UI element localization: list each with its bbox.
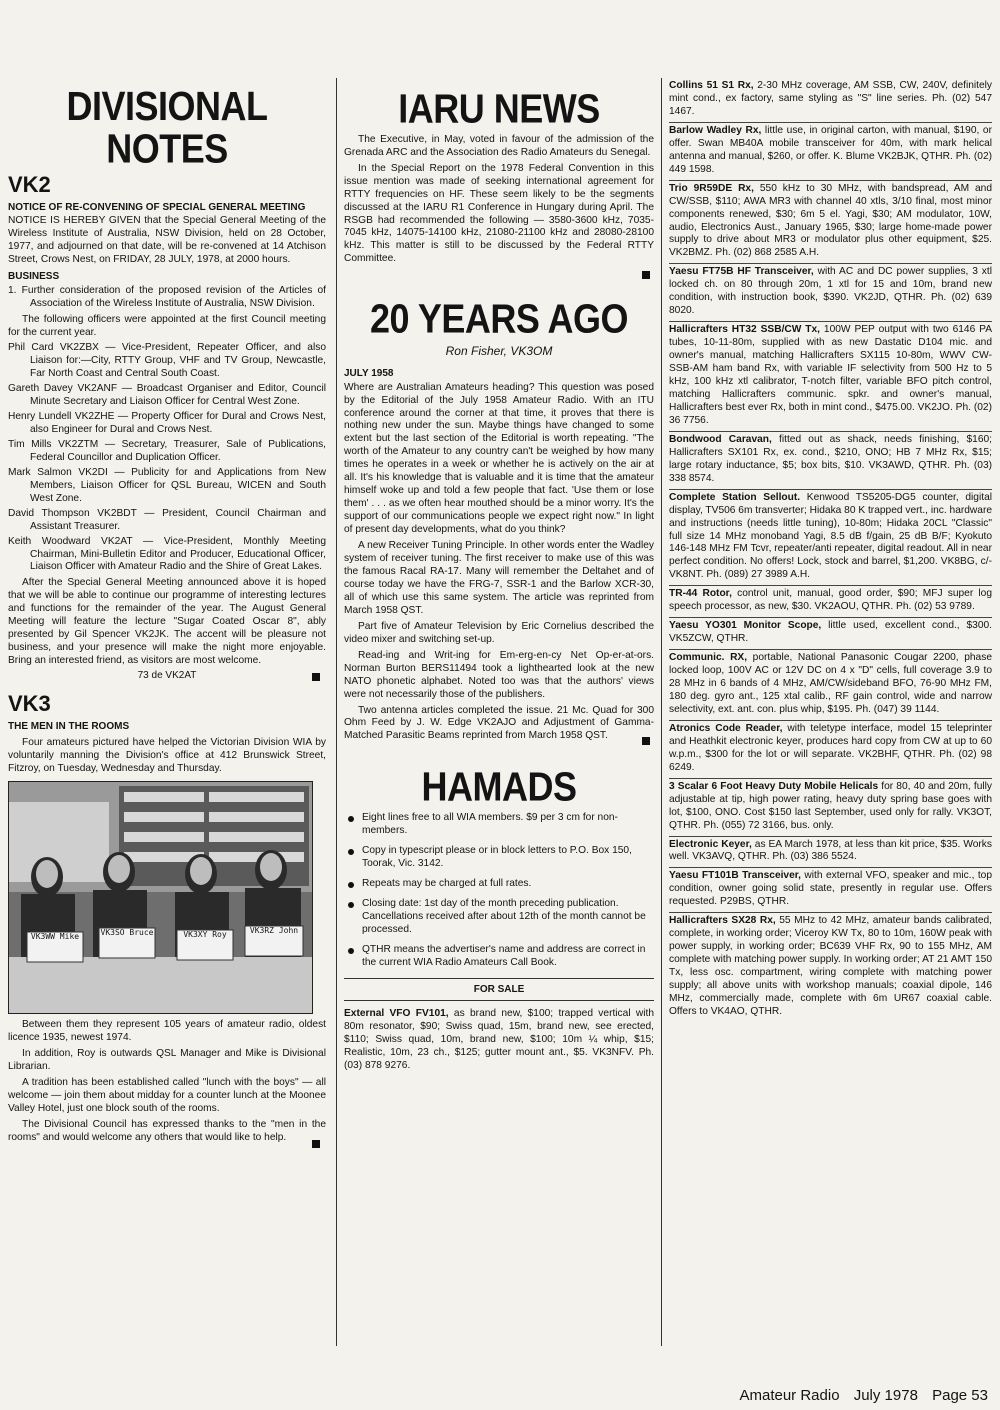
ad-title: Yaesu FT75B HF Transceiver,: [669, 266, 814, 278]
notice-text: NOTICE IS HEREBY GIVEN that the Special General Meeting of the Wireless Institute of Australia, NSW Division, held on 28 October, 1977, and adjourned on that date, will be re-convened at 14 Atchison Street, Crows Nest, on FRIDAY, 28 JULY, 1978, at 2000 hours.: [8, 215, 326, 265]
ad-text: Kenwood TS5205-DG5 counter, digital display, TV506 6m transverter; Hidaka 80 K trapped vert., inc. hardware and instructions (needs little tuning), 10-80m; Hidaka 20CL "Classic" full size 14 MHz monoband Yagi, 8.5 dB f/gain, 25 dB B/F; Kyokuto 146-148 MHz FM Tcvr, repeater/anti repeater, digital readout. All in near perfect condition. No offers! Lock, stock and barrel, $1,200. VK8BG, c/- VK8NT. Ph. (089) 27 3989 A.H.: [669, 491, 992, 581]
hamads-rules-list: [344, 812, 654, 970]
ad-text: with teletype interface, model 15 teleprinter and Heathkit electronic keyer, produces hard copy from CW at up to 60 w.p.m., $300 for the lot or will separate. VK2BHF, QTHR. Ph. (02) 98 6249.: [669, 722, 992, 773]
classified-ad: [669, 618, 992, 650]
ad-title: Electronic Keyer,: [669, 838, 752, 850]
divisional-notes-title: DIVISIONAL NOTES: [66, 90, 268, 172]
ad-text: control unit, manual, good order, $90; MFJ super log speech processor, as new, $30. VK2AOU, QTHR. Ph. (02) 53 9789.: [669, 588, 992, 613]
notice-heading: NOTICE OF RE-CONVENING OF SPECIAL GENERAL MEETING: [8, 201, 306, 213]
ad-title: Trio 9R59DE Rx,: [669, 182, 754, 194]
officer-entry: Phil Card VK2ZBX — Vice-President, Repeater Officer, and also Liaison for:—City, RTTY Group, VHF and TV Group, Newcastle, Far North Coast and Central South Coast.: [8, 342, 326, 380]
classified-ad: [669, 322, 992, 432]
classifieds-column: [669, 78, 992, 1346]
iaru-paragraph: In the Special Report on the 1978 Federal Convention in this issue mention was made of seeking international agreement for RTTY frequencies on HF. These seem likely to be the segments discussed at the IARU R1 Conference in Hungary during April. The RSGB had recommended the following — 3580-3600 kHz, 7035-7045 kHz, 14075-14100 kHz, 21080-21100 kHz and 28080-28100 kHz. This matter is still to be discussed by the Federal RTTY Committee.: [344, 162, 654, 265]
ad-title: Complete Station Sellout.: [669, 491, 801, 503]
ad-text: little used, excellent cond., $300. VK5ZCW, QTHR.: [669, 620, 992, 645]
ad-title: Yaesu FT101B Transceiver,: [669, 870, 801, 882]
ad-title: 3 Scalar 6 Foot Heavy Duty Mobile Helicals: [669, 780, 879, 792]
vk3-paragraph: A tradition has been established called "lunch with the boys" — all welcome — join them about midday for a counter lunch at the Moonee Valley Hotel, just one block south of the rooms.: [8, 1077, 326, 1115]
classified-ad: [669, 586, 992, 618]
ago-paragraph: Read-ing and Writ-ing for Em-erg-en-cy Net Op-er-at-ors. Norman Burton BERS11494 took a lighthearted look at the new NATO phonetic alphabet. Noted too was that the authors' views were not necessarily those of the publishers.: [344, 649, 654, 700]
group-photo: [8, 781, 313, 1014]
men-in-rooms-text: Four amateurs pictured have helped the Victorian Division WIA by voluntarily manning the Division's office at 412 Brunswick Street, Fitzroy, on Tuesday, Wednesday and Thursday.: [8, 736, 326, 774]
hamads-rule: Repeats may be charged at full rates.: [344, 878, 654, 891]
vk3-paragraph: In addition, Roy is outwards QSL Manager and Mike is Divisional Librarian.: [8, 1048, 326, 1073]
ad-title: External VFO FV101,: [344, 1007, 449, 1019]
vk3-paragraph: The Divisional Council has expressed thanks to the "men in the rooms" and would welcome any others that would like to help.: [8, 1119, 326, 1144]
ago-paragraph: A new Receiver Tuning Principle. In other words enter the Wadley system of receiver tuning. The first receiver to make use of this was the famous Racal RA-17. Many will remember the Deltahet and of course today we have the FRG-7, SSR-1 and the Barlow XCR-30, all of which use this same system. The article was reprinted from March 1958 QST.: [344, 540, 654, 616]
classified-ad: [669, 78, 992, 123]
ad-title: Communic. RX,: [669, 652, 748, 664]
ad-text: for 80, 40 and 20m, fully adjustable at tip, high power rating, heavy duty spring base goes with lot, $100, ONO. Cost $150 last September, used only for rally. VK3OT, QTHR. Ph. (055) 72 3166, bus. only.: [669, 780, 992, 831]
ad-text: portable, National Panasonic Cougar 2200, phase locked loop, 100V AC or 12V DC on 4 x "D" cells, full coverage 3.9 to 28 MHz in 6 bands of 4 MHz, AM/CW/sideband BFO, 76-90 MHz FM, 180 deg. gyro ant., 125 xtal calib., RF gain control, wide and narrow selectivity, ext. ant. con. plus whip, $195. Ph. (047) 39 1144.: [669, 652, 992, 715]
ad-text: with AC and DC power supplies, 3 xtl locked ch. on 80 through 20m, 1 xtl for 15 and 10m, brand new condition, with instruction book, $390. VK2JD, QTHR. Ph. (02) 639 8020.: [669, 266, 992, 317]
iaru-end: [344, 266, 654, 284]
ad-title: Hallicrafters HT32 SSB/CW Tx,: [669, 324, 821, 336]
officer-entry: David Thompson VK2BDT — President, Council Chairman and Assistant Treasurer.: [8, 507, 326, 532]
iaru-news-title: IARU NEWS: [398, 90, 600, 132]
photo-illustration: [9, 782, 313, 1014]
business-heading: BUSINESS: [8, 270, 60, 282]
hamads-rule: QTHR means the advertiser's name and address are correct in the current WIA Radio Amateurs Call Book.: [344, 944, 654, 970]
ad-title: Barlow Wadley Rx,: [669, 124, 762, 136]
officer-entry: Gareth Davey VK2ANF — Broadcast Organiser and Editor, Council Minute Secretary and Liaison Officer for Central West Zone.: [8, 383, 326, 408]
end-mark-icon: [312, 673, 320, 681]
classified-ad: [669, 650, 992, 721]
ad-title: TR-44 Rotor,: [669, 588, 732, 600]
ad-text: 550 kHz to 30 MHz, with bandspread, AM and CW/SSB, $110; AWA MR3 with channel 40 xtls, 3/10 final, most minor components renewed, $30; 6m 5 el. Yagi, $30; AM modulator, 10W, audio, Electronics Aust., January 1965, $30; large home-made power supply to drive about MR3 or modulator plus other equipment, $25. VK2BMZ. Ph. (02) 868 2585 A.H.: [669, 182, 992, 259]
iaru-paragraph: The Executive, in May, voted in favour of the admission of the Grenada ARC and the Association des Radio Amateurs du Senegal.: [344, 133, 654, 158]
photo-card-label: VK3RZ John: [249, 926, 299, 936]
ad-text: as brand new, $100; trapped vertical with 80m resonator, $90; Swiss quad, 15m, brand new, see erected, $110; Swiss quad, 10m, brand new, $100; 10m ¼ whip, $15; Realistic, 10m, 23 ch., $125; gutter mount ant., $5. VK3NFV. Ph. (03) 878 9276.: [344, 1007, 654, 1071]
business-item: 1. Further consideration of the proposed revision of the Articles of Association of the Wireless Institute of Australia, NSW Division.: [8, 285, 326, 310]
officer-entry: Mark Salmon VK2DI — Publicity for and Applications from New Members, Liaison Officer for QSL Bureau, WICEN and South West Zone.: [8, 466, 326, 504]
ad-title: Yaesu YO301 Monitor Scope,: [669, 620, 822, 632]
ad-title: Collins 51 S1 Rx,: [669, 80, 754, 91]
twenty-years-ago-title: 20 YEARS AGO: [369, 295, 629, 342]
end-mark-icon: [312, 1140, 320, 1148]
hamads-rule: Closing date: 1st day of the month preceding publication. Cancellations received after about 12th of the month cannot be processed.: [344, 898, 654, 937]
classified-ad: [669, 490, 992, 587]
ago-paragraph: Part five of Amateur Television by Eric Cornelius described the video mixer and switching set-up.: [344, 620, 654, 645]
july-1958-heading: JULY 1958: [344, 368, 394, 380]
photo-card-label: VK3XY Roy: [183, 930, 227, 940]
officer-entry: Tim Mills VK2ZTM — Secretary, Treasurer, Sale of Publications, Federal Councillor and Duplication Officer.: [8, 438, 326, 463]
ad-title: Atronics Code Reader,: [669, 722, 783, 734]
vk2-signoff: [8, 670, 326, 681]
vk3-paragraph: Between them they represent 105 years of amateur radio, oldest licence 1935, newest 1974.: [8, 1019, 326, 1044]
classified-ad: [669, 868, 992, 913]
for-sale-heading: FOR SALE: [344, 978, 654, 1001]
hamads-rule: Eight lines free to all WIA members. $9 per 3 cm for non-members.: [344, 812, 654, 838]
footer-magazine: Amateur Radio: [739, 1387, 840, 1404]
classified-ad: [669, 837, 992, 869]
end-mark-icon: [642, 737, 650, 745]
footer-issue: July 1978: [853, 1387, 918, 1404]
classified-ad: [344, 1006, 654, 1076]
column-rule-left: [336, 78, 337, 1346]
after-meeting-text: After the Special General Meeting announced above it is hoped that we will be able to continue our programme of interesting lectures and functions for the remainder of the year. The August General Meeting will feature the lecture "Sugar Coated Oscar 8", ably presented by Gil Spencer VK2JK. The accent will be pleasure not business, and your presence will make the night more enjoyable. Bring an interested friend, as visitors are most welcome.: [8, 577, 326, 667]
ad-text: with external VFO, speaker and mic., top condition, owner going solid state, presently in regular use. Offers requested. P29BS, QTHR.: [669, 870, 992, 908]
page-footer: [729, 1387, 988, 1404]
classified-ad: [669, 913, 992, 1022]
center-column: [344, 90, 654, 1346]
ad-text: 2-30 MHz coverage, AM SSB, CW, 240V, definitely mint cond., ex factory, same styling as "S" line series. Ph. (02) 547 1467.: [669, 80, 992, 117]
signoff-text: 73 de VK2AT: [137, 670, 197, 682]
ad-text: as EA March 1978, at less than kit price, $35. Works well. VK3AVQ, QTHR. Ph. (03) 386 5524.: [669, 838, 992, 863]
classified-ad: [669, 123, 992, 181]
hamads-rule: Copy in typescript please or in block letters to P.O. Box 150, Toorak, Vic. 3142.: [344, 845, 654, 871]
classified-ad: [669, 181, 992, 265]
classified-ad: [669, 432, 992, 490]
officers-intro: The following officers were appointed at the first Council meeting for the current year.: [8, 314, 326, 339]
ad-title: Hallicrafters SX28 Rx,: [669, 915, 776, 927]
divisional-notes-column: [8, 90, 326, 1346]
ago-paragraph: Where are Australian Amateurs heading? This question was posed by the Editorial of the July 1958 Amateur Radio. With an ITU conference around the corner at that time, it proves that there is nothing new under the sun. Maybe things have changed to some extent but the last section of the Editorial is worth repeating. "The worth of the Amateur to any country can't be weighed by how many times he operates in a week or whether he is actively on the air at all. It's his knowledge that is valuable and it is time that the amateur himself woke up and told a few people that fact. 'Use them or lose them' . . . as we often hear mouthed should be a minor worry. It's the support of our communications people we expect right now." In light of present day developments, what do you think?: [344, 381, 654, 536]
end-mark-icon: [642, 271, 650, 279]
ad-title: Bondwood Caravan,: [669, 433, 772, 445]
classified-ad: [669, 721, 992, 779]
men-in-rooms-heading: THE MEN IN THE ROOMS: [8, 721, 130, 733]
column-rule-right: [661, 78, 662, 1346]
ago-paragraph: Two antenna articles completed the issue. 21 Mc. Quad for 300 Ohm Feed by J. W. Edge VK2AJO and Adjustment of Gamma-Matched Parasitic Beams reprinted from March 1958 QST.: [344, 704, 654, 742]
officer-entry: Keith Woodward VK2AT — Vice-President, Monthly Meeting Chairman, Mini-Bulletin Editor and Producer, Educational Officer, Liaison Officer with Amateur Radio and the Shire of Great Lakes.: [8, 535, 326, 573]
ad-text: little use, in original carton, with manual, $190, or offer. Swan MB40A mobile transceiver for 40m, with mark helical antenna and manual, $260, or offer. K. Blume VK2BJK, QTHR. Ph. (02) 449 1598.: [669, 124, 992, 175]
photo-card-label: VK3WW Mike: [30, 932, 80, 942]
ad-text: fitted out as shack, needs finishing, $160; Hallicrafters SX101 Rx, ex. cond., $210, ONO; HB 7 MHz Rx, $15; large rotary inductance, $5; box bits, $10. VK3AWD, QTHR. Ph. (03) 338 8574.: [669, 433, 992, 484]
photo-card-label: VK3SO Bruce: [100, 928, 154, 938]
footer-page-number: Page 53: [932, 1387, 988, 1404]
classified-ad: [669, 264, 992, 322]
vk2-heading: VK2: [8, 171, 51, 197]
officer-entry: Henry Lundell VK2ZHE — Property Officer for Dural and Crows Nest, also Engineer for Dural and Crows Nest.: [8, 410, 326, 435]
twenty-years-ago-byline: Ron Fisher, VK3OM: [445, 344, 553, 359]
classified-ad: [669, 779, 992, 837]
hamads-title: HAMADS: [421, 763, 577, 810]
vk3-heading: VK3: [8, 691, 51, 717]
ad-text: 55 MHz to 42 MHz, amateur bands calibrated, complete, in working order; Viceroy KW Tx, 80 to 10m, 160W peak with power supply, in working order; BC639 VHF Rx, 90 to 155 MHz, AM complete with matching power supply. In working order; AT 21 AMT 150 Tx, less osc. compartment, wiring complete with matching power supply; all above units with workshop manuals; coaxial dipole, 146 MHz, commercially made, complete with 6m UR67 coaxial cable. Offers to VK4AO, QTHR.: [669, 915, 992, 1017]
ad-text: 100W PEP output with two 6146 PA tubes, 10-11-80m, supplied with as new Dastatic D104 mic. and owner's manual, matching Hallicrafters SX115 10-80m, WWV CW-SSB-AM ham band Rx, with variable IF selectivity from 500 Hz to 5 kHz, 100 kHz xtl calibrator, T-notch filter, variable BFO pitch control, matching Hallicrafters communic. spkr. and owner's manual, Hallicrafters best ever Rx, both in mint cond., $475.00. VK2JO. Ph. (02) 36 7756.: [669, 324, 992, 426]
